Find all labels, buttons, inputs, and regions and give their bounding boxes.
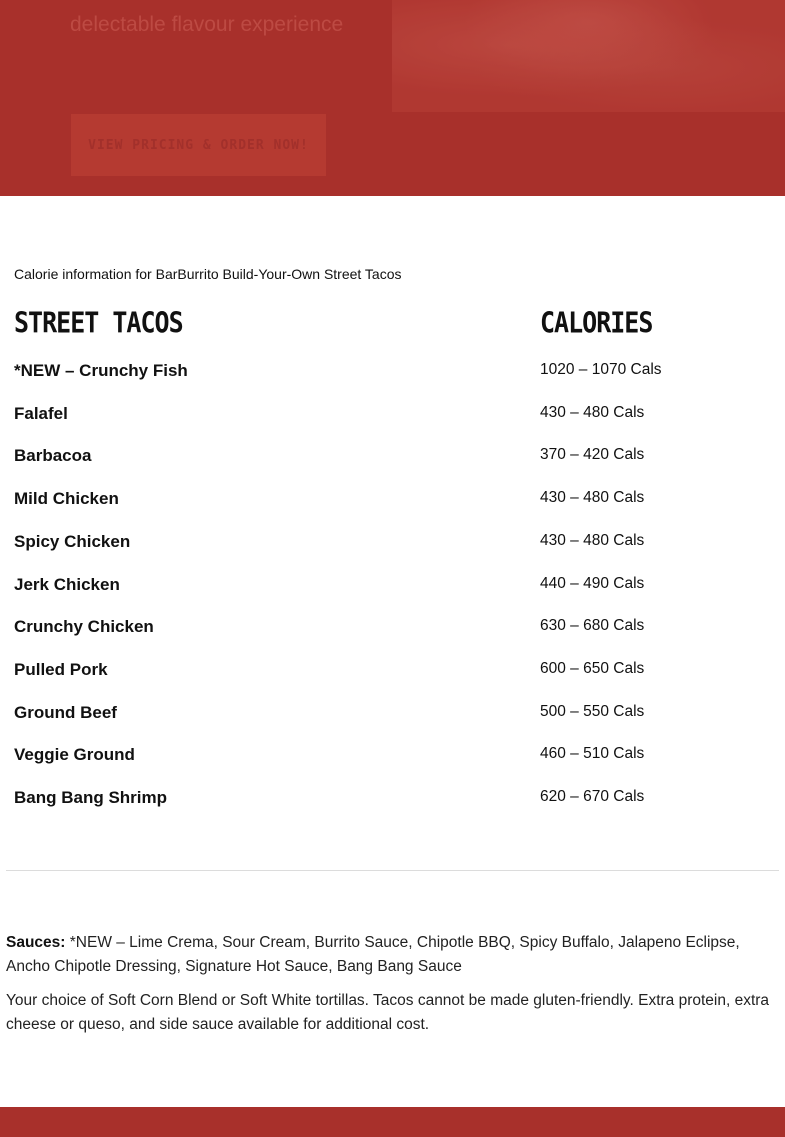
sauces-paragraph [6,931,776,979]
table-caption: Calorie information for BarBurrito Build-Your-Own Street Tacos [14,266,402,282]
row-name: Veggie Ground [14,745,135,764]
column-header-calories: CALORIES [540,306,653,340]
row-name: Pulled Pork [14,660,108,679]
row-name: Jerk Chicken [14,575,120,594]
tortilla-note: Your choice of Soft Corn Blend or Soft White tortillas. Tacos cannot be made gluten-friendly. Extra protein, extra cheese or queso, and side sauce available for additional cost. [6,992,770,1033]
row-name: Spicy Chicken [14,532,131,551]
hero-tagline: delectable flavour experience [70,13,344,36]
row-calories: 620 – 670 Cals [540,788,645,805]
row-calories: 500 – 550 Cals [540,703,645,720]
row-calories: 630 – 680 Cals [540,617,645,634]
row-name: Barbacoa [14,446,92,465]
row-calories: 430 – 480 Cals [540,404,645,421]
row-calories: 430 – 480 Cals [540,489,645,506]
row-name: Mild Chicken [14,489,119,508]
column-header-street-tacos: STREET TACOS [14,306,183,340]
hero-food-image [392,0,785,112]
row-name: *NEW – Crunchy Fish [14,361,188,380]
row-calories: 370 – 420 Cals [540,446,645,463]
row-calories: 460 – 510 Cals [540,745,645,762]
row-name: Bang Bang Shrimp [14,788,168,807]
hero-banner [0,0,785,196]
sauces-label: Sauces: [6,934,66,951]
sauces-list: *NEW – Lime Crema, Sour Cream, Burrito Sauce, Chipotle BBQ, Spicy Buffalo, Jalapeno Eclipse, Ancho Chipotle Dressing, Signature Hot Sauce, Bang Bang Sauce [6,934,740,975]
row-name: Ground Beef [14,703,117,722]
footer-bar [0,1107,785,1137]
row-name: Crunchy Chicken [14,617,154,636]
row-calories: 1020 – 1070 Cals [540,361,662,378]
row-name: Falafel [14,404,68,423]
view-pricing-order-button[interactable]: VIEW PRICING & ORDER NOW! [71,114,326,176]
section-divider [6,870,779,871]
row-calories: 430 – 480 Cals [540,532,645,549]
row-calories: 600 – 650 Cals [540,660,645,677]
row-calories: 440 – 490 Cals [540,575,645,592]
